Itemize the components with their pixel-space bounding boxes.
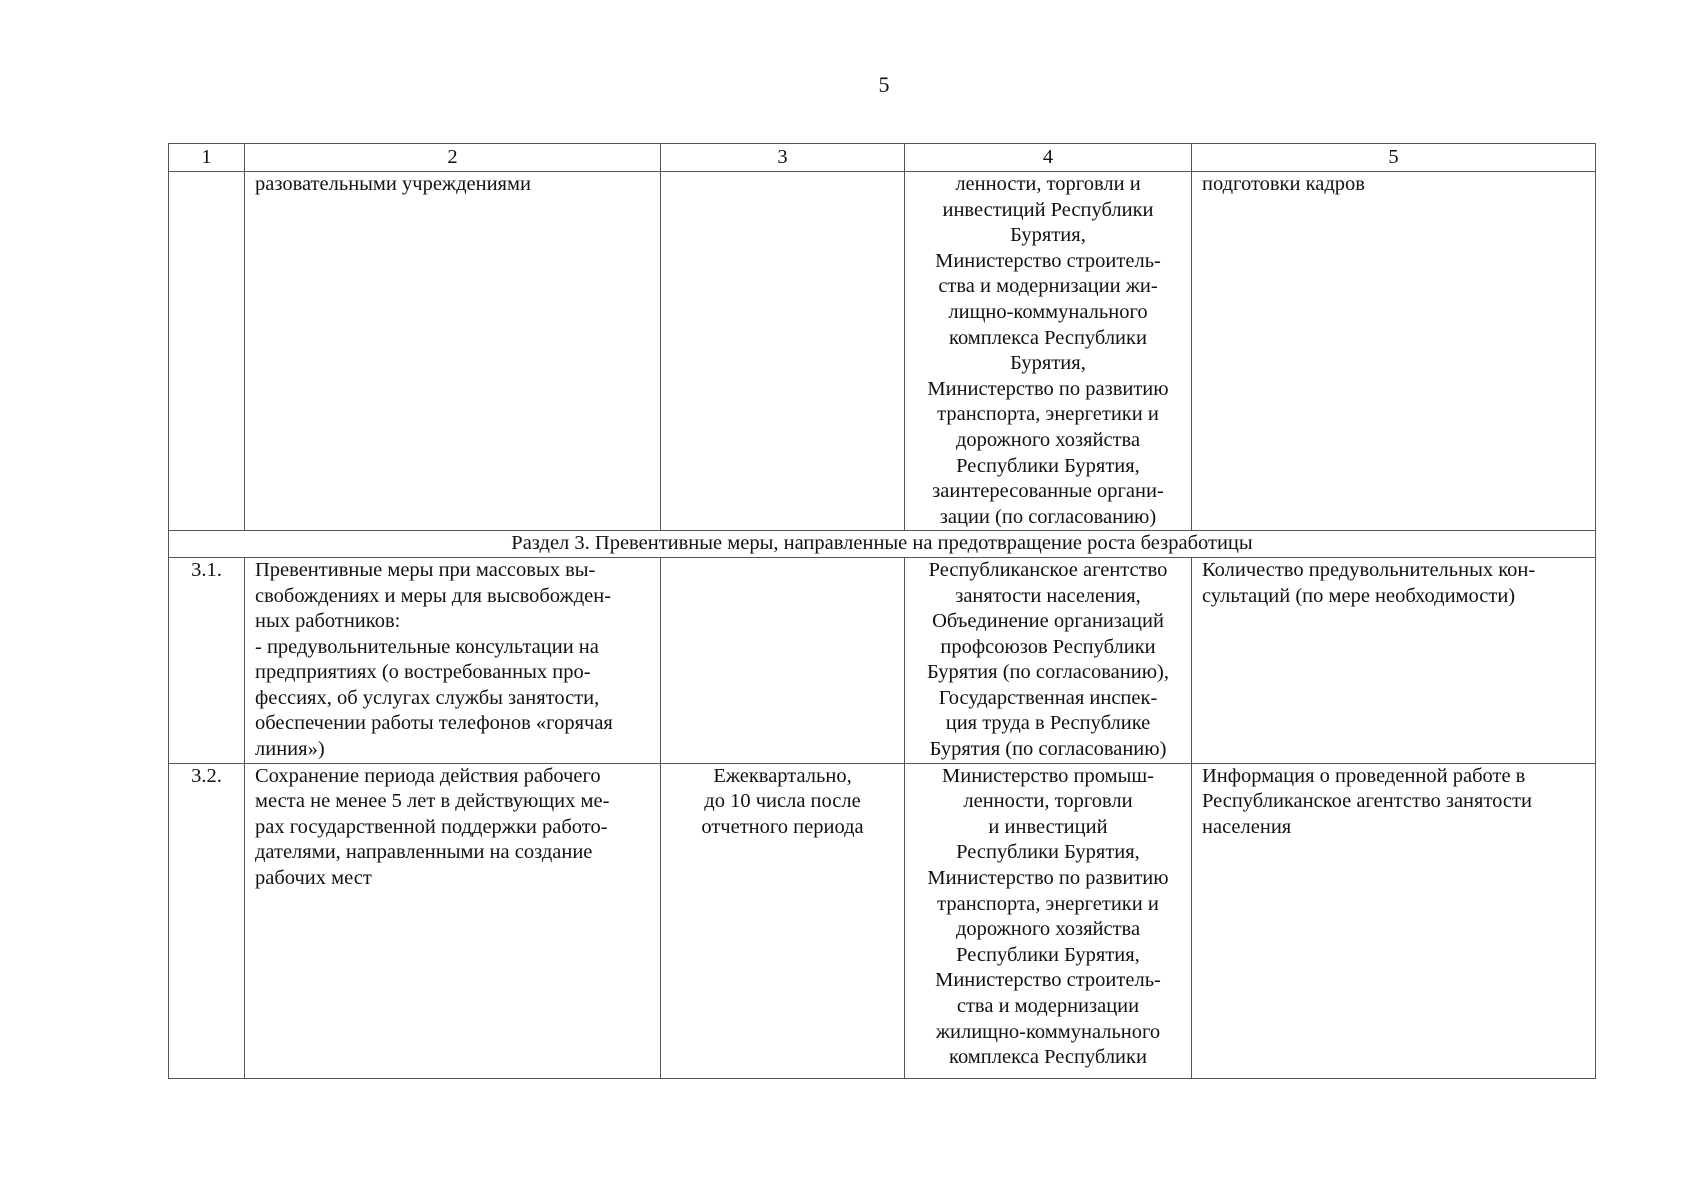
- executors-line: комплекса Республики: [949, 326, 1147, 349]
- table-row-continuation: [169, 172, 1596, 531]
- executors-line: Министерство строитель-: [935, 249, 1161, 272]
- measure-line: свобождениях и меры для высвобожден-: [255, 584, 612, 607]
- row-number-cell: 3.1.: [169, 557, 245, 763]
- result-line: населения: [1202, 815, 1292, 838]
- measure-line: Превентивные меры при массовых вы-: [255, 558, 596, 581]
- executors-line: транспорта, энергетики и: [937, 403, 1159, 426]
- executors-line: ленности, торговли: [963, 790, 1133, 813]
- measure-cell: разовательными учреждениями: [245, 172, 661, 531]
- measure-line: предприятиях (о востребованных про-: [255, 661, 591, 684]
- result-cell: подготовки кадров: [1192, 172, 1596, 531]
- executors-line: Министерство по развитию: [927, 867, 1169, 890]
- executors-line: Объединение организаций: [932, 610, 1164, 633]
- header-col-3: 3: [661, 144, 905, 172]
- term-line: отчетного периода: [701, 815, 864, 838]
- executors-line: зации (по согласованию): [939, 505, 1157, 528]
- executors-line: ция труда в Республике: [945, 712, 1151, 735]
- term-cell: [661, 557, 905, 763]
- executors-cell: [905, 763, 1192, 1078]
- executors-line: Республики Бурятия,: [956, 841, 1140, 864]
- table-header-row: [169, 144, 1596, 172]
- executors-line: Государственная инспек-: [938, 686, 1158, 709]
- measure-line: рабочих мест: [255, 867, 372, 890]
- measure-line: дателями, направленными на создание: [255, 841, 593, 864]
- executors-line: транспорта, энергетики и: [937, 892, 1159, 915]
- section-title-row: [169, 531, 1596, 558]
- executors-line: Министерство по развитию: [927, 377, 1169, 400]
- table-row-3-2: [169, 763, 1596, 1078]
- executors-line: Республики Бурятия,: [956, 454, 1140, 477]
- measure-cell: [245, 763, 661, 1078]
- term-line: Ежеквартально,: [713, 764, 852, 787]
- result-line: Информация о проведенной работе в: [1202, 764, 1526, 787]
- executors-line: ства и модернизации: [956, 995, 1140, 1017]
- executors-line: дорожного хозяйства: [955, 428, 1141, 451]
- header-col-1: 1: [169, 144, 245, 172]
- header-col-4: 4: [905, 144, 1192, 172]
- measure-line: фессиях, об услугах службы занятости,: [255, 686, 600, 709]
- measure-cell: [245, 557, 661, 763]
- measure-line: рах государственной поддержки работо-: [255, 815, 608, 838]
- executors-line: ства и модернизации жи-: [938, 275, 1158, 298]
- executors-line: Республики Бурятия,: [956, 943, 1140, 966]
- executors-line: комплекса Республики: [949, 1046, 1147, 1069]
- header-col-2: 2: [245, 144, 661, 172]
- result-line: Количество предувольнительных кон-: [1202, 558, 1536, 581]
- term-cell: [661, 172, 905, 531]
- result-line: Республиканское агентство занятости: [1202, 790, 1532, 813]
- row-number-cell: 3.2.: [169, 763, 245, 1078]
- executors-line: заинтересованные органи-: [932, 480, 1164, 503]
- executors-line: Министерство промыш-: [942, 764, 1154, 787]
- measure-line: обеспечении работы телефонов «горячая: [255, 712, 613, 735]
- result-line: сультаций (по мере необходимости): [1202, 584, 1516, 607]
- table-row-3-1: [169, 557, 1596, 763]
- executors-line: Республиканское агентство: [928, 558, 1168, 581]
- measure-line: Сохранение периода действия рабочего: [255, 764, 601, 787]
- executors-line: дорожного хозяйства: [955, 918, 1141, 941]
- row-number-cell: [169, 172, 245, 531]
- measures-table: [168, 143, 1596, 1079]
- measure-line: ных работников:: [255, 610, 401, 633]
- executors-line: Бурятия,: [1010, 352, 1086, 375]
- measure-line: места не менее 5 лет в действующих ме-: [255, 790, 610, 813]
- executors-line: Бурятия (по согласованию): [929, 738, 1167, 761]
- executors-line: лищно-коммунального: [948, 300, 1148, 323]
- executors-line: Министерство строитель-: [935, 969, 1161, 992]
- executors-line: Бурятия,: [1010, 224, 1086, 247]
- executors-cell: [905, 557, 1192, 763]
- header-col-5: 5: [1192, 144, 1596, 172]
- executors-line: жилищно-коммунального: [935, 1020, 1161, 1043]
- executors-line: и инвестиций: [988, 815, 1108, 838]
- executors-line: профсоюзов Республики: [940, 635, 1156, 658]
- term-line: до 10 числа после: [704, 790, 861, 813]
- result-cell: [1192, 763, 1596, 1078]
- executors-line: Бурятия (по согласованию),: [927, 661, 1169, 684]
- page-number: 5: [878, 72, 890, 97]
- result-cell: [1192, 557, 1596, 763]
- executors-line: инвестиций Республики: [942, 198, 1154, 221]
- section-title: Раздел 3. Превентивные меры, направленные на предотвращение роста безработицы: [169, 531, 1596, 558]
- measure-line: - предувольнительные консультации на: [255, 635, 599, 658]
- executors-line: ленности, торговли и: [955, 173, 1141, 195]
- executors-cell: [905, 172, 1192, 531]
- term-cell: [661, 763, 905, 1078]
- executors-line: занятости населения,: [955, 584, 1141, 607]
- measure-line: линия»): [255, 738, 325, 761]
